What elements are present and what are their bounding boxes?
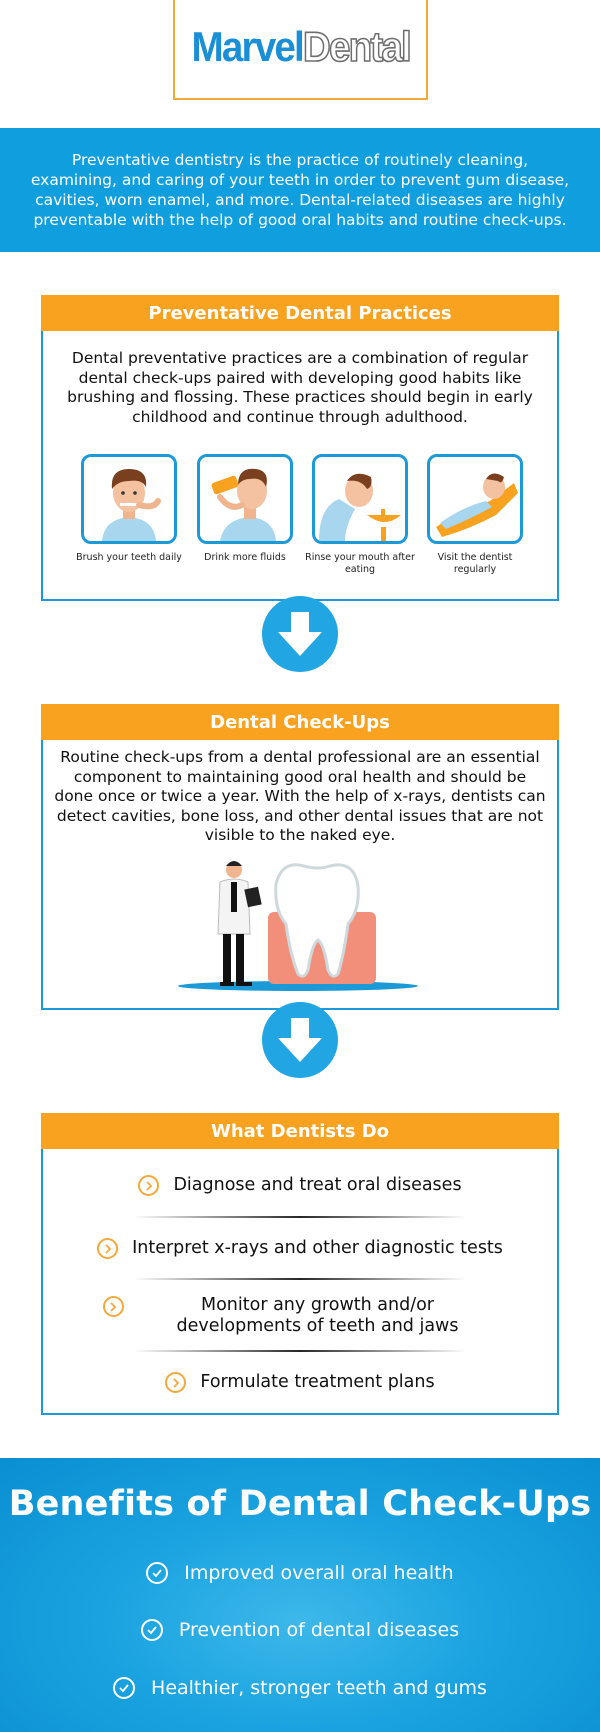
list-item-text: Diagnose and treat oral diseases <box>173 1175 462 1195</box>
chevron-right-icon <box>103 1296 124 1317</box>
practice-item <box>419 454 531 576</box>
checkups-section <box>41 704 559 1010</box>
practice-item <box>304 454 416 576</box>
chevron-right-icon <box>138 1175 159 1196</box>
section-title: Preventative Dental Practices <box>41 295 559 331</box>
benefit-text: Prevention of dental diseases <box>178 1619 460 1641</box>
chevron-right-icon <box>97 1238 118 1259</box>
logo <box>173 0 428 100</box>
list-item-text: Interpret x-rays and other diagnostic tests <box>132 1238 503 1258</box>
drinking-icon <box>197 454 293 544</box>
benefit-item <box>0 1562 600 1584</box>
logo-text <box>191 23 410 70</box>
list-item <box>43 1238 557 1259</box>
section-text: Dental preventative practices are a combination of regular dental check-ups paired with developing good habits like brushing and flossing. These practices should begin in early childhood and continue through adulthood. <box>67 349 533 426</box>
list-item <box>43 1175 557 1196</box>
practice-item <box>73 454 185 564</box>
divider <box>133 1278 467 1280</box>
intro-band <box>0 128 600 252</box>
benefits-section <box>0 1458 600 1732</box>
down-arrow-icon <box>262 1002 338 1078</box>
dentist-chair-icon <box>427 454 523 544</box>
brushing-teeth-icon <box>81 454 177 544</box>
benefits-title: Benefits of Dental Check-Ups <box>8 1484 592 1524</box>
logo-marvel: Marvel <box>191 23 303 70</box>
list-item <box>43 1295 557 1337</box>
section-title: What Dentists Do <box>41 1113 559 1149</box>
list-item-text: Monitor any growth and/or developments of teeth and jaws <box>176 1295 459 1336</box>
practice-item <box>189 454 301 564</box>
chevron-right-icon <box>165 1372 186 1393</box>
benefit-text: Improved overall oral health <box>184 1562 454 1584</box>
down-arrow-icon <box>262 596 338 672</box>
list-item-text: Formulate treatment plans <box>200 1372 435 1392</box>
check-icon <box>113 1677 135 1699</box>
benefit-item <box>0 1619 600 1641</box>
logo-dental: Dental <box>302 23 410 70</box>
dentist-illustration <box>178 854 418 994</box>
benefit-text: Healthier, stronger teeth and gums <box>151 1677 487 1699</box>
check-icon <box>146 1562 168 1584</box>
benefit-item <box>0 1677 600 1699</box>
intro-text: Preventative dentistry is the practice of routinely cleaning, examining, and caring of your teeth in order to prevent gum disease, cavities, worn enamel, and more. Dental-related diseases are highly preventable with the help of good oral habits and routine check-ups. <box>30 151 570 229</box>
preventative-practices-section <box>41 295 559 601</box>
rinse-mouth-icon <box>312 454 408 544</box>
practice-label: Brush your teeth daily <box>76 552 182 563</box>
list-item <box>43 1372 557 1393</box>
what-dentists-do-section <box>41 1113 559 1415</box>
section-title: Dental Check-Ups <box>41 704 559 740</box>
section-text: Routine check-ups from a dental professional are an essential component to maintaining good oral health and should be done once or twice a year. With the help of x-rays, dentists can detect cavities, bone loss, and other dental issues that are not visible to the naked eye. <box>54 748 546 844</box>
divider <box>133 1350 467 1352</box>
practice-label: Rinse your mouth after eating <box>305 552 415 575</box>
divider <box>133 1216 467 1218</box>
practice-label: Drink more fluids <box>204 552 286 563</box>
check-icon <box>141 1619 163 1641</box>
practice-label: Visit the dentist regularly <box>437 552 513 575</box>
